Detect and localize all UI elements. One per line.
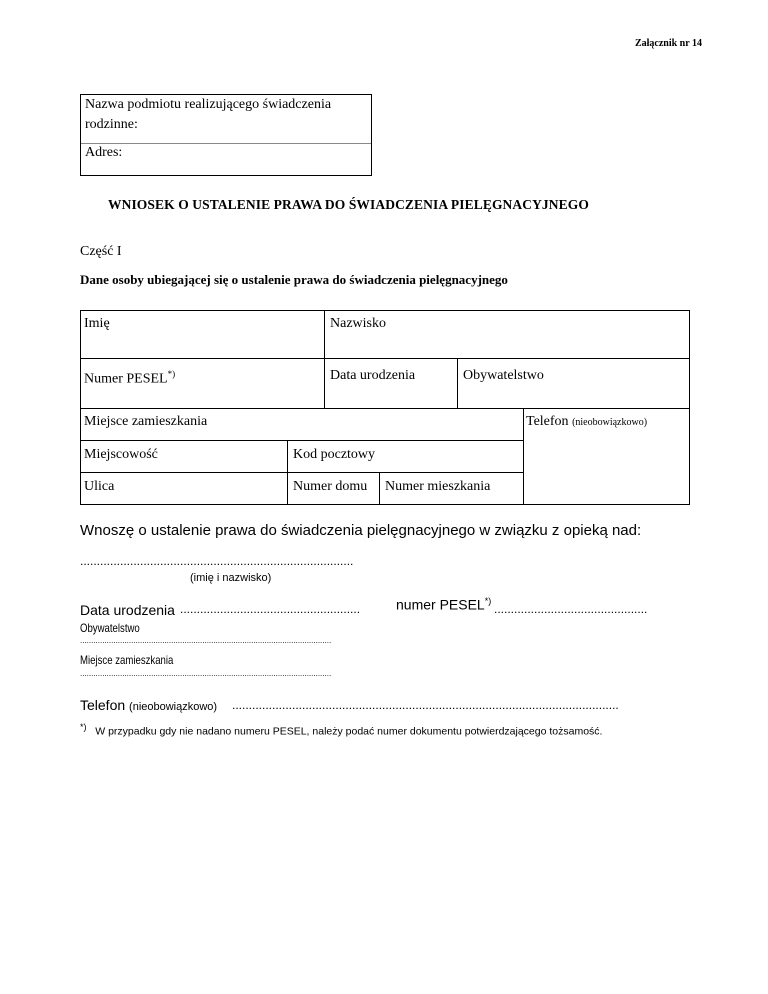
section-heading: Dane osoby ubiegającej się o ustalenie prawa do świadczenia pielęgnacyjnego (80, 272, 508, 287)
birth-date-field: Data urodzenia (330, 368, 416, 383)
first-name-field: Imię (84, 316, 110, 331)
cared-citizenship-line[interactable]: ................................................................................................................. (80, 636, 332, 645)
organization-address-label: Adres: (85, 145, 123, 160)
phone-field: Telefon (nieobowiązkowo) (526, 414, 648, 429)
organization-name-label: Nazwa podmiotu realizującego świadczenia rodzinne: (85, 97, 332, 132)
postal-code-field: Kod pocztowy (293, 447, 376, 462)
cared-birth-date-label: Data urodzenia (80, 602, 175, 618)
cared-phone-line[interactable]: .................................................................................................................... (232, 698, 619, 712)
cared-pesel-line[interactable]: .............................................. (494, 602, 648, 616)
cared-birth-date-line[interactable]: ...................................................... (180, 602, 361, 616)
cared-pesel-label: numer PESEL*) (396, 596, 492, 613)
residence-label: Miejsce zamieszkania (84, 414, 208, 429)
apartment-number-field: Numer mieszkania (385, 479, 491, 494)
cared-citizenship-label: Obywatelstwo (80, 621, 140, 635)
part-label: Część I (80, 244, 122, 259)
applicant-data-table (80, 310, 690, 504)
annex-number: Załącznik nr 14 (634, 38, 702, 49)
organization-box (80, 94, 372, 176)
pesel-field: Numer PESEL*) (84, 369, 176, 387)
citizenship-field: Obywatelstwo (463, 368, 544, 383)
cared-residence-line[interactable]: ................................................................................................................. (80, 669, 332, 678)
request-statement: Wnoszę o ustalenie prawa do świadczenia pielęgnacyjnego w związku z opieką nad: (80, 522, 642, 539)
last-name-field: Nazwisko (330, 316, 386, 331)
cared-phone-label: Telefon (nieobowiązkowo) (80, 697, 218, 713)
house-number-field: Numer domu (293, 479, 368, 494)
organization-box-divider (81, 143, 371, 144)
street-field: Ulica (84, 479, 115, 494)
city-field: Miejscowość (84, 447, 158, 462)
cared-residence-label: Miejsce zamieszkania (80, 653, 174, 667)
pesel-footnote: *) W przypadku gdy nie nadano numeru PESEL, należy podać numer dokumentu potwierdzającego tożsamość. (80, 722, 603, 738)
name-caption: (imię i nazwisko) (190, 572, 272, 584)
form-title: WNIOSEK O USTALENIE PRAWA DO ŚWIADCZENIA PIELĘGNACYJNEGO (108, 197, 589, 212)
cared-person-name-line[interactable]: .................................................................................. (80, 554, 354, 568)
